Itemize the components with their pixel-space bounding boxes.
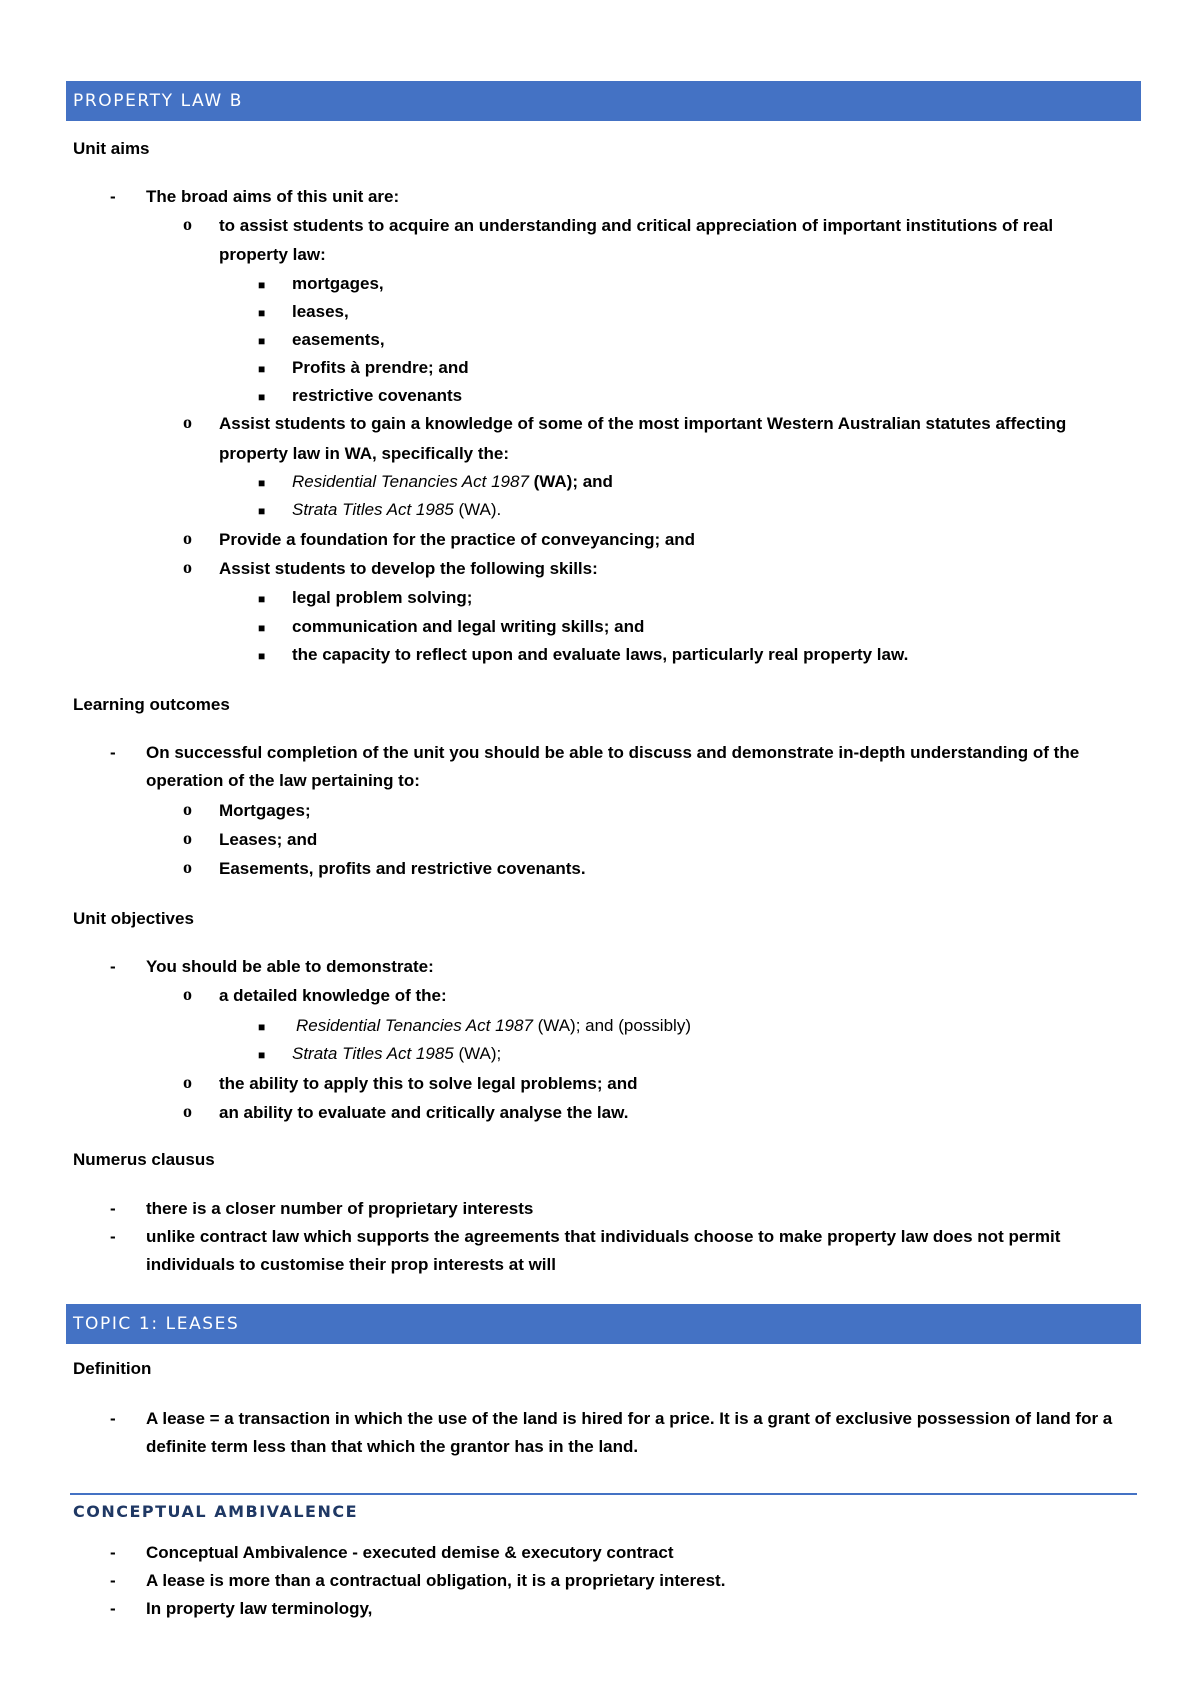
square-bullet: ■ xyxy=(258,390,266,404)
dash-bullet: - xyxy=(110,743,116,762)
circle-bullet: o xyxy=(183,984,192,1004)
aim-1-item: mortgages, xyxy=(292,274,384,293)
objective-evaluate: an ability to evaluate and critically analyse the law. xyxy=(219,1103,629,1122)
definition-line-2: definite term less than that which the grantor has in the land. xyxy=(146,1437,639,1456)
aim-1-line-2: property law: xyxy=(219,245,326,264)
aim-1-item: leases, xyxy=(292,302,349,321)
numerus-bullet-2-line-2: individuals to customise their prop interests at will xyxy=(146,1255,556,1274)
aim-1-item: Profits à prendre; and xyxy=(292,358,469,377)
aim-3: Provide a foundation for the practice of conveyancing; and xyxy=(219,530,696,549)
skill-item: legal problem solving; xyxy=(292,588,473,607)
aim-1-line-1: to assist students to acquire an understanding and critical appreciation of important institutions of real xyxy=(219,216,1054,235)
square-bullet: ■ xyxy=(258,649,266,663)
heading-learning-outcomes: Learning outcomes xyxy=(73,695,230,714)
definition-line-1: A lease = a transaction in which the use of the land is hired for a price. It is a grant of exclusive possession of land for a xyxy=(146,1409,1113,1428)
circle-bullet: o xyxy=(183,1101,192,1121)
square-bullet: ■ xyxy=(258,592,266,606)
aim-1-item: easements, xyxy=(292,330,385,349)
conceptual-bullet-1: Conceptual Ambivalence - executed demise & executory contract xyxy=(146,1543,674,1562)
square-bullet: ■ xyxy=(258,504,266,518)
dash-bullet: - xyxy=(110,957,116,976)
statute-strata-titles: Strata Titles Act 1985 (WA). xyxy=(292,500,502,519)
circle-bullet: o xyxy=(183,828,192,848)
square-bullet: ■ xyxy=(258,1020,266,1034)
outcomes-line-1: On successful completion of the unit you should be able to discuss and demonstrate in-depth understanding of the xyxy=(146,743,1080,762)
aim-2-line-2: property law in WA, specifically the: xyxy=(219,444,510,463)
dash-bullet: - xyxy=(110,1599,116,1618)
dash-bullet: - xyxy=(110,187,116,206)
objective-knowledge: a detailed knowledge of the: xyxy=(219,986,447,1005)
outcome-item: Leases; and xyxy=(219,830,318,849)
dash-bullet: - xyxy=(110,1571,116,1590)
section-banner-topic-1: TOPIC 1: LEASES xyxy=(66,1304,1141,1344)
circle-bullet: o xyxy=(183,1072,192,1092)
aim-4: Assist students to develop the following skills: xyxy=(219,559,598,578)
numerus-bullet-1: there is a closer number of proprietary interests xyxy=(146,1199,534,1218)
statute-strata-titles: Strata Titles Act 1985 (WA); xyxy=(292,1044,502,1063)
subheading-conceptual-ambivalence: CONCEPTUAL AMBIVALENCE xyxy=(73,1502,359,1521)
square-bullet: ■ xyxy=(258,334,266,348)
square-bullet: ■ xyxy=(258,621,266,635)
objectives-intro: You should be able to demonstrate: xyxy=(146,957,434,976)
statute-residential-tenancies: Residential Tenancies Act 1987 (WA); and xyxy=(292,472,613,491)
circle-bullet: o xyxy=(183,412,192,432)
unit-aims-intro: The broad aims of this unit are: xyxy=(146,187,400,206)
square-bullet: ■ xyxy=(258,476,266,490)
heading-unit-objectives: Unit objectives xyxy=(73,909,194,928)
aim-2-line-1: Assist students to gain a knowledge of some of the most important Western Australian statutes affecting xyxy=(219,414,1067,433)
conceptual-bullet-3: In property law terminology, xyxy=(146,1599,373,1618)
circle-bullet: o xyxy=(183,214,192,234)
dash-bullet: - xyxy=(110,1543,116,1562)
outcomes-line-2: operation of the law pertaining to: xyxy=(146,771,420,790)
conceptual-bullet-2: A lease is more than a contractual obligation, it is a proprietary interest. xyxy=(146,1571,726,1590)
skill-item: the capacity to reflect upon and evaluate laws, particularly real property law. xyxy=(292,645,909,664)
heading-unit-aims: Unit aims xyxy=(73,139,150,158)
heading-numerus-clausus: Numerus clausus xyxy=(73,1150,215,1169)
circle-bullet: o xyxy=(183,528,192,548)
section-banner-property-law: PROPERTY LAW B xyxy=(66,81,1141,121)
heading-definition: Definition xyxy=(73,1359,152,1378)
aim-1-item: restrictive covenants xyxy=(292,386,463,405)
square-bullet: ■ xyxy=(258,362,266,376)
circle-bullet: o xyxy=(183,857,192,877)
section-divider xyxy=(70,1493,1137,1495)
circle-bullet: o xyxy=(183,557,192,577)
circle-bullet: o xyxy=(183,799,192,819)
dash-bullet: - xyxy=(110,1227,116,1246)
dash-bullet: - xyxy=(110,1409,116,1428)
objective-apply: the ability to apply this to solve legal problems; and xyxy=(219,1074,638,1093)
square-bullet: ■ xyxy=(258,306,266,320)
square-bullet: ■ xyxy=(258,1048,266,1062)
numerus-bullet-2-line-1: unlike contract law which supports the agreements that individuals choose to make property law does not permit xyxy=(146,1227,1061,1246)
outcome-item: Mortgages; xyxy=(219,801,311,820)
dash-bullet: - xyxy=(110,1199,116,1218)
square-bullet: ■ xyxy=(258,278,266,292)
skill-item: communication and legal writing skills; and xyxy=(292,617,645,636)
outcome-item: Easements, profits and restrictive covenants. xyxy=(219,859,586,878)
statute-residential-tenancies: Residential Tenancies Act 1987 (WA); and (possibly) xyxy=(296,1016,691,1035)
